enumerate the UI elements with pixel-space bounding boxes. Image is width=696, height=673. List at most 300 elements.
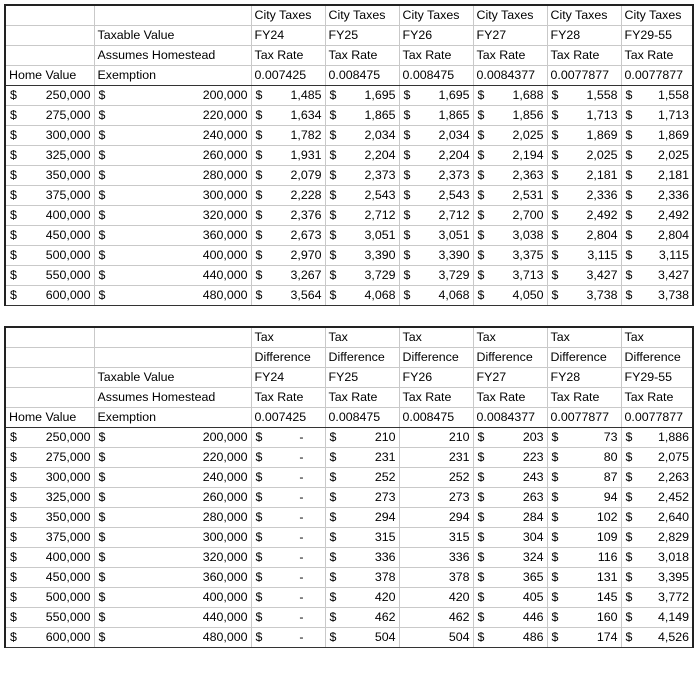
money-cell[interactable] xyxy=(5,608,94,628)
header-cell[interactable] xyxy=(5,327,94,348)
header-cell[interactable]: Tax Rate xyxy=(325,46,399,66)
cell-value: 4,050 xyxy=(512,288,544,302)
cell-value: 3,051 xyxy=(438,228,470,242)
money-cell[interactable] xyxy=(473,246,547,266)
money-cell[interactable] xyxy=(94,488,251,508)
header-cell[interactable]: FY27 xyxy=(473,26,547,46)
money-cell[interactable] xyxy=(94,428,251,448)
money-cell[interactable] xyxy=(621,226,693,246)
money-cell[interactable] xyxy=(621,528,693,548)
money-cell[interactable] xyxy=(473,628,547,648)
currency-symbol: $ xyxy=(329,550,337,564)
money-cell[interactable] xyxy=(5,468,94,488)
cell-value: 280,000 xyxy=(202,168,248,182)
money-cell[interactable] xyxy=(251,428,325,448)
header-cell[interactable]: City Taxes xyxy=(251,5,325,26)
money-cell[interactable] xyxy=(399,186,473,206)
money-cell[interactable] xyxy=(325,448,399,468)
header-cell[interactable]: Difference xyxy=(399,348,473,368)
money-cell[interactable] xyxy=(5,428,94,448)
money-cell[interactable] xyxy=(251,488,325,508)
header-cell[interactable]: 0.0084377 xyxy=(473,408,547,428)
money-cell[interactable] xyxy=(547,146,621,166)
money-cell[interactable] xyxy=(621,146,693,166)
money-cell[interactable] xyxy=(473,126,547,146)
value-cell[interactable]: 420 xyxy=(399,588,473,608)
money-cell[interactable] xyxy=(325,266,399,286)
money-cell[interactable] xyxy=(94,186,251,206)
header-cell[interactable]: Tax Rate xyxy=(473,388,547,408)
money-cell[interactable] xyxy=(94,508,251,528)
money-cell[interactable] xyxy=(547,266,621,286)
money-cell[interactable] xyxy=(325,608,399,628)
money-cell[interactable] xyxy=(547,588,621,608)
money-cell[interactable] xyxy=(547,126,621,146)
money-cell[interactable] xyxy=(621,508,693,528)
header-cell[interactable]: Tax Rate xyxy=(399,46,473,66)
money-cell[interactable] xyxy=(399,226,473,246)
header-cell[interactable] xyxy=(94,348,251,368)
money-cell[interactable] xyxy=(473,568,547,588)
header-cell[interactable]: Tax Rate xyxy=(621,46,693,66)
money-cell[interactable] xyxy=(325,428,399,448)
money-cell[interactable] xyxy=(547,428,621,448)
money-cell[interactable] xyxy=(5,528,94,548)
header-cell[interactable]: 0.007425 xyxy=(251,408,325,428)
header-cell[interactable]: FY24 xyxy=(251,368,325,388)
money-cell[interactable] xyxy=(325,226,399,246)
currency-symbol: $ xyxy=(10,570,17,584)
currency-symbol: $ xyxy=(10,108,17,122)
header-cell[interactable]: FY24 xyxy=(251,26,325,46)
money-cell[interactable] xyxy=(621,166,693,186)
money-cell[interactable] xyxy=(621,468,693,488)
header-cell[interactable]: City Taxes xyxy=(325,5,399,26)
table-row xyxy=(5,126,693,146)
money-cell[interactable] xyxy=(325,246,399,266)
header-cell[interactable]: FY27 xyxy=(473,368,547,388)
money-cell[interactable] xyxy=(473,428,547,448)
money-cell[interactable] xyxy=(94,166,251,186)
money-cell[interactable] xyxy=(547,226,621,246)
money-cell[interactable] xyxy=(547,608,621,628)
money-cell[interactable] xyxy=(325,286,399,306)
header-cell[interactable]: FY26 xyxy=(399,368,473,388)
header-cell[interactable]: Tax xyxy=(399,327,473,348)
currency-symbol: $ xyxy=(477,288,485,302)
header-cell[interactable] xyxy=(94,5,251,26)
header-cell[interactable]: City Taxes xyxy=(621,5,693,26)
value-cell[interactable]: 315 xyxy=(399,528,473,548)
money-cell[interactable] xyxy=(547,628,621,648)
cell-value: 2,363 xyxy=(512,168,544,182)
money-cell[interactable] xyxy=(94,206,251,226)
money-cell[interactable] xyxy=(621,488,693,508)
cell-value: 145 xyxy=(596,590,618,604)
money-cell[interactable] xyxy=(473,588,547,608)
header-cell[interactable]: FY29-55 xyxy=(621,26,693,46)
cell-value: 2,204 xyxy=(438,148,470,162)
cell-value: 440,000 xyxy=(202,268,248,282)
money-cell[interactable] xyxy=(5,106,94,126)
cell-value: 3,038 xyxy=(512,228,544,242)
money-cell[interactable] xyxy=(325,186,399,206)
money-cell[interactable] xyxy=(399,166,473,186)
money-cell[interactable] xyxy=(251,126,325,146)
money-cell[interactable] xyxy=(399,206,473,226)
header-cell[interactable]: Tax xyxy=(621,327,693,348)
money-cell[interactable] xyxy=(5,146,94,166)
money-cell[interactable] xyxy=(547,86,621,106)
header-cell[interactable]: FY25 xyxy=(325,368,399,388)
money-cell[interactable] xyxy=(94,588,251,608)
header-cell[interactable]: Exemption xyxy=(94,66,251,86)
header-row xyxy=(5,348,693,368)
money-cell[interactable] xyxy=(621,246,693,266)
header-cell[interactable]: 0.008475 xyxy=(399,66,473,86)
header-cell[interactable]: City Taxes xyxy=(547,5,621,26)
money-cell[interactable] xyxy=(547,186,621,206)
money-cell[interactable] xyxy=(547,468,621,488)
header-cell[interactable]: 0.008475 xyxy=(325,408,399,428)
money-cell[interactable] xyxy=(621,286,693,306)
money-cell[interactable] xyxy=(94,628,251,648)
header-cell[interactable]: Taxable Value xyxy=(94,368,251,388)
value-cell[interactable]: 294 xyxy=(399,508,473,528)
money-cell[interactable] xyxy=(473,86,547,106)
money-cell[interactable] xyxy=(251,86,325,106)
currency-symbol: $ xyxy=(477,228,485,242)
money-cell[interactable] xyxy=(94,266,251,286)
money-cell[interactable] xyxy=(399,266,473,286)
money-cell[interactable] xyxy=(5,206,94,226)
header-cell[interactable]: City Taxes xyxy=(473,5,547,26)
money-cell[interactable] xyxy=(251,286,325,306)
money-cell[interactable] xyxy=(251,568,325,588)
money-cell[interactable] xyxy=(94,286,251,306)
money-cell[interactable] xyxy=(621,126,693,146)
money-cell[interactable] xyxy=(325,548,399,568)
cell-value: 275,000 xyxy=(45,108,91,122)
money-cell[interactable] xyxy=(94,548,251,568)
money-cell[interactable] xyxy=(473,286,547,306)
header-cell[interactable] xyxy=(5,5,94,26)
money-cell[interactable] xyxy=(325,528,399,548)
money-cell[interactable] xyxy=(473,266,547,286)
header-cell[interactable]: Difference xyxy=(547,348,621,368)
money-cell[interactable] xyxy=(251,106,325,126)
currency-symbol: $ xyxy=(403,208,411,222)
cell-value: 350,000 xyxy=(45,168,91,182)
money-cell[interactable] xyxy=(621,86,693,106)
header-cell[interactable]: Tax xyxy=(473,327,547,348)
header-cell[interactable]: Assumes Homestead xyxy=(94,46,251,66)
money-cell[interactable] xyxy=(251,246,325,266)
money-cell[interactable] xyxy=(547,246,621,266)
header-cell[interactable]: FY28 xyxy=(547,368,621,388)
currency-symbol: $ xyxy=(255,430,263,444)
header-cell[interactable]: 0.0077877 xyxy=(621,66,693,86)
money-cell[interactable] xyxy=(547,488,621,508)
header-cell[interactable] xyxy=(5,26,94,46)
header-cell[interactable] xyxy=(5,388,94,408)
header-cell[interactable]: 0.007425 xyxy=(251,66,325,86)
header-cell[interactable]: 0.0077877 xyxy=(547,66,621,86)
money-cell[interactable] xyxy=(325,568,399,588)
money-cell[interactable] xyxy=(251,468,325,488)
header-cell[interactable]: Tax Rate xyxy=(547,388,621,408)
money-cell[interactable] xyxy=(325,146,399,166)
money-cell[interactable] xyxy=(5,226,94,246)
money-cell[interactable] xyxy=(399,106,473,126)
cell-value: 102 xyxy=(596,510,618,524)
money-cell[interactable] xyxy=(621,186,693,206)
money-cell[interactable] xyxy=(5,166,94,186)
money-cell[interactable] xyxy=(251,608,325,628)
header-cell[interactable]: Tax Rate xyxy=(547,46,621,66)
money-cell[interactable] xyxy=(5,628,94,648)
money-cell[interactable] xyxy=(325,628,399,648)
money-cell[interactable] xyxy=(473,548,547,568)
money-cell[interactable] xyxy=(399,126,473,146)
currency-symbol: $ xyxy=(10,530,17,544)
money-cell[interactable] xyxy=(621,588,693,608)
table-row xyxy=(5,568,693,588)
cell-value: 462 xyxy=(374,610,396,624)
money-cell[interactable] xyxy=(5,246,94,266)
header-cell[interactable]: Difference xyxy=(621,348,693,368)
money-cell[interactable] xyxy=(5,286,94,306)
header-cell[interactable]: Tax Rate xyxy=(251,46,325,66)
money-cell[interactable] xyxy=(94,86,251,106)
money-cell[interactable] xyxy=(621,548,693,568)
money-cell[interactable] xyxy=(473,508,547,528)
money-cell[interactable] xyxy=(5,548,94,568)
value-cell[interactable]: 336 xyxy=(399,548,473,568)
header-cell[interactable]: Difference xyxy=(473,348,547,368)
money-cell[interactable] xyxy=(251,628,325,648)
cell-value: 1,634 xyxy=(290,108,322,122)
cell-value: 1,782 xyxy=(290,128,322,142)
header-cell[interactable] xyxy=(5,46,94,66)
currency-symbol: $ xyxy=(10,168,17,182)
money-cell[interactable] xyxy=(94,106,251,126)
money-cell[interactable] xyxy=(5,126,94,146)
currency-symbol: $ xyxy=(403,288,411,302)
currency-symbol: $ xyxy=(625,470,633,484)
money-cell[interactable] xyxy=(473,468,547,488)
header-cell[interactable]: City Taxes xyxy=(399,5,473,26)
money-cell[interactable] xyxy=(473,488,547,508)
money-cell[interactable] xyxy=(621,206,693,226)
money-cell[interactable] xyxy=(251,186,325,206)
money-cell[interactable] xyxy=(473,166,547,186)
header-cell[interactable]: FY25 xyxy=(325,26,399,46)
currency-symbol: $ xyxy=(10,550,17,564)
money-cell[interactable] xyxy=(621,106,693,126)
cell-value: 440,000 xyxy=(202,610,248,624)
money-cell[interactable] xyxy=(325,86,399,106)
money-cell[interactable] xyxy=(621,428,693,448)
header-cell[interactable]: 0.008475 xyxy=(325,66,399,86)
currency-symbol: $ xyxy=(625,530,633,544)
money-cell[interactable] xyxy=(94,568,251,588)
money-cell[interactable] xyxy=(325,126,399,146)
money-cell[interactable] xyxy=(621,628,693,648)
value-cell[interactable]: 378 xyxy=(399,568,473,588)
money-cell[interactable] xyxy=(251,528,325,548)
currency-symbol: $ xyxy=(255,108,263,122)
money-cell[interactable] xyxy=(94,608,251,628)
money-cell[interactable] xyxy=(325,508,399,528)
money-cell[interactable] xyxy=(473,448,547,468)
money-cell[interactable] xyxy=(94,246,251,266)
header-cell[interactable] xyxy=(5,368,94,388)
currency-symbol: $ xyxy=(403,188,411,202)
money-cell[interactable] xyxy=(621,608,693,628)
value-cell[interactable]: 273 xyxy=(399,488,473,508)
money-cell[interactable] xyxy=(5,86,94,106)
money-cell[interactable] xyxy=(325,588,399,608)
header-cell[interactable]: 0.0084377 xyxy=(473,66,547,86)
money-cell[interactable] xyxy=(473,146,547,166)
money-cell[interactable] xyxy=(325,106,399,126)
money-cell[interactable] xyxy=(251,508,325,528)
money-cell[interactable] xyxy=(547,206,621,226)
money-cell[interactable] xyxy=(251,226,325,246)
cell-value: 174 xyxy=(596,630,618,644)
money-cell[interactable] xyxy=(547,106,621,126)
cell-value: 131 xyxy=(596,570,618,584)
value-cell[interactable]: 504 xyxy=(399,628,473,648)
header-cell[interactable]: Tax Rate xyxy=(473,46,547,66)
header-cell[interactable]: FY28 xyxy=(547,26,621,46)
money-cell[interactable] xyxy=(621,266,693,286)
header-cell[interactable] xyxy=(5,348,94,368)
value-cell[interactable]: 210 xyxy=(399,428,473,448)
header-cell[interactable]: Home Value xyxy=(5,408,94,428)
header-cell[interactable]: Tax Rate xyxy=(325,388,399,408)
money-cell[interactable] xyxy=(94,468,251,488)
table-row xyxy=(5,266,693,286)
money-cell[interactable] xyxy=(5,186,94,206)
money-cell[interactable] xyxy=(473,226,547,246)
header-cell[interactable]: Tax Rate xyxy=(621,388,693,408)
header-cell[interactable]: FY29-55 xyxy=(621,368,693,388)
header-cell[interactable]: 0.0077877 xyxy=(547,408,621,428)
value-cell[interactable]: 252 xyxy=(399,468,473,488)
cell-value: 1,856 xyxy=(512,108,544,122)
money-cell[interactable] xyxy=(547,448,621,468)
money-cell[interactable] xyxy=(94,126,251,146)
money-cell[interactable] xyxy=(621,448,693,468)
currency-symbol: $ xyxy=(255,450,263,464)
money-cell[interactable] xyxy=(473,206,547,226)
money-cell[interactable] xyxy=(5,266,94,286)
money-cell[interactable] xyxy=(94,448,251,468)
money-cell[interactable] xyxy=(94,226,251,246)
money-cell[interactable] xyxy=(399,246,473,266)
money-cell[interactable] xyxy=(5,448,94,468)
money-cell[interactable] xyxy=(473,528,547,548)
money-cell[interactable] xyxy=(473,106,547,126)
money-cell[interactable] xyxy=(251,146,325,166)
money-cell[interactable] xyxy=(94,528,251,548)
header-cell[interactable]: Difference xyxy=(325,348,399,368)
currency-symbol: $ xyxy=(551,630,559,644)
money-cell[interactable] xyxy=(547,508,621,528)
cell-value: - xyxy=(299,610,304,624)
currency-symbol: $ xyxy=(625,450,633,464)
money-cell[interactable] xyxy=(325,166,399,186)
money-cell[interactable] xyxy=(251,206,325,226)
cell-value: 223 xyxy=(522,450,544,464)
money-cell[interactable] xyxy=(5,488,94,508)
header-cell[interactable]: Tax Rate xyxy=(251,388,325,408)
currency-symbol: $ xyxy=(255,88,263,102)
header-cell[interactable]: 0.0077877 xyxy=(621,408,693,428)
money-cell[interactable] xyxy=(5,588,94,608)
money-cell[interactable] xyxy=(5,568,94,588)
money-cell[interactable] xyxy=(473,186,547,206)
header-cell[interactable]: Taxable Value xyxy=(94,26,251,46)
header-cell[interactable]: Difference xyxy=(251,348,325,368)
money-cell[interactable] xyxy=(5,508,94,528)
header-cell[interactable]: Tax Rate xyxy=(399,388,473,408)
money-cell[interactable] xyxy=(251,166,325,186)
money-cell[interactable] xyxy=(399,286,473,306)
cell-value: 3,267 xyxy=(290,268,322,282)
money-cell[interactable] xyxy=(547,548,621,568)
currency-symbol: $ xyxy=(477,570,485,584)
header-cell[interactable]: Tax xyxy=(325,327,399,348)
cell-value: 500,000 xyxy=(45,248,91,262)
money-cell[interactable] xyxy=(399,146,473,166)
money-cell[interactable] xyxy=(251,548,325,568)
money-cell[interactable] xyxy=(325,468,399,488)
money-cell[interactable] xyxy=(325,206,399,226)
currency-symbol: $ xyxy=(551,550,559,564)
money-cell[interactable] xyxy=(251,266,325,286)
money-cell[interactable] xyxy=(547,286,621,306)
cell-value: 2,804 xyxy=(586,228,618,242)
money-cell[interactable] xyxy=(621,568,693,588)
money-cell[interactable] xyxy=(251,448,325,468)
tax-difference-table xyxy=(4,326,694,648)
header-cell[interactable]: Exemption xyxy=(94,408,251,428)
value-cell[interactable]: 462 xyxy=(399,608,473,628)
header-cell[interactable] xyxy=(94,327,251,348)
money-cell[interactable] xyxy=(547,528,621,548)
header-cell[interactable]: Home Value xyxy=(5,66,94,86)
money-cell[interactable] xyxy=(399,86,473,106)
header-cell[interactable]: Tax xyxy=(547,327,621,348)
money-cell[interactable] xyxy=(473,608,547,628)
currency-symbol: $ xyxy=(255,268,263,282)
money-cell[interactable] xyxy=(94,146,251,166)
header-cell[interactable]: 0.008475 xyxy=(399,408,473,428)
money-cell[interactable] xyxy=(547,568,621,588)
money-cell[interactable] xyxy=(251,588,325,608)
table-row xyxy=(5,608,693,628)
money-cell[interactable] xyxy=(325,488,399,508)
header-cell[interactable]: Assumes Homestead xyxy=(94,388,251,408)
cell-value: 1,485 xyxy=(290,88,322,102)
header-cell[interactable]: Tax xyxy=(251,327,325,348)
value-cell[interactable]: 231 xyxy=(399,448,473,468)
money-cell[interactable] xyxy=(547,166,621,186)
header-cell[interactable]: FY26 xyxy=(399,26,473,46)
